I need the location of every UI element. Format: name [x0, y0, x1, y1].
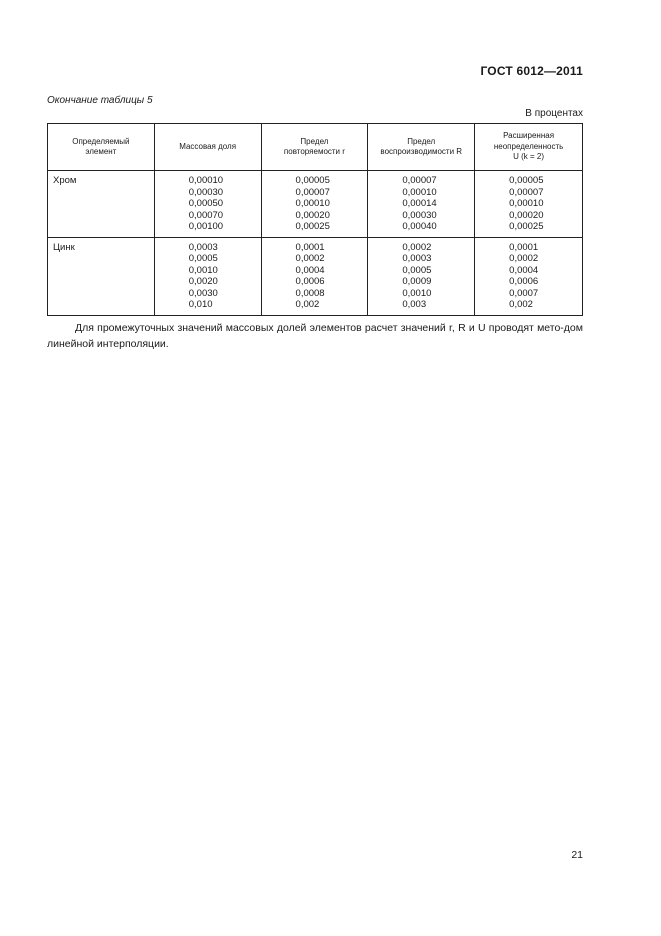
value: 0,00100	[188, 221, 224, 232]
value: 0,0001	[509, 241, 539, 253]
header-reproducibility	[368, 124, 475, 171]
value: 0,00025	[509, 221, 544, 232]
header-element-line: элемент	[85, 147, 117, 156]
value: 0,00010	[295, 198, 330, 209]
value: 0,00020	[295, 209, 330, 221]
element-name: Цинк	[53, 241, 75, 253]
table-row-chromium	[48, 171, 583, 238]
value: 0,00014	[402, 198, 437, 209]
value: 0,0005	[188, 253, 218, 264]
value: 0,0003	[402, 253, 432, 264]
value: 0,00010	[188, 175, 224, 186]
page-number: 21	[571, 849, 583, 861]
value: 0,00020	[509, 209, 544, 221]
value: 0,0006	[509, 276, 539, 287]
value: 0,0003	[188, 241, 218, 253]
value: 0,002	[509, 299, 533, 310]
uncertainty-cell	[475, 237, 583, 315]
header-uncertainty-line: Расширенная	[503, 131, 555, 141]
value: 0,0009	[402, 276, 432, 287]
table-units: В процентах	[525, 108, 583, 119]
value: 0,0002	[402, 241, 432, 253]
header-repeatability-line: Предел	[300, 136, 329, 146]
table-caption: Окончание таблицы 5	[47, 95, 153, 106]
interpolation-note: Для промежуточных значений массовых долей элементов расчет значений r, R и U проводят мето-дом линейной интерполяции.	[47, 322, 583, 350]
data-table	[47, 123, 583, 316]
value: 0,010	[188, 299, 213, 310]
value: 0,00030	[188, 186, 224, 198]
header-uncertainty-line: неопределенность	[493, 141, 564, 151]
value: 0,00007	[295, 186, 330, 198]
value: 0,00005	[509, 175, 544, 186]
value: 0,0002	[509, 253, 539, 264]
element-cell	[48, 237, 155, 315]
document-id: ГОСТ 6012—2011	[480, 64, 583, 78]
value: 0,0030	[188, 287, 218, 299]
mass-fraction-cell	[154, 237, 261, 315]
value: 0,00040	[402, 221, 437, 232]
value: 0,0010	[188, 264, 218, 276]
value: 0,003	[402, 299, 427, 310]
header-mass-fraction	[154, 124, 261, 171]
table-header-row	[48, 124, 583, 171]
value: 0,00007	[402, 175, 437, 186]
value: 0,0007	[509, 287, 539, 299]
value: 0,00025	[295, 221, 330, 232]
value: 0,00010	[509, 198, 544, 209]
value: 0,0005	[402, 264, 432, 276]
value: 0,002	[295, 299, 320, 310]
repeatability-cell	[261, 171, 368, 238]
value: 0,00030	[402, 209, 437, 221]
value: 0,0008	[295, 287, 325, 299]
mass-fraction-cell	[154, 171, 261, 238]
header-uncertainty-line: U (k = 2)	[513, 152, 545, 162]
header-element-line: Определяемый	[72, 136, 130, 146]
value: 0,0002	[295, 253, 325, 264]
header-mass-fraction-line: Массовая доля	[179, 141, 237, 151]
header-reproducibility-line: Предел	[407, 136, 436, 146]
value: 0,0010	[402, 287, 432, 299]
header-uncertainty	[475, 124, 583, 171]
value: 0,0006	[295, 276, 325, 287]
element-name: Хром	[53, 175, 77, 186]
reproducibility-cell	[368, 237, 475, 315]
element-cell	[48, 171, 155, 238]
repeatability-cell	[261, 237, 368, 315]
value: 0,0020	[188, 276, 218, 287]
value: 0,00007	[509, 186, 544, 198]
header-repeatability	[261, 124, 368, 171]
header-repeatability-line: повторяемости r	[283, 147, 345, 156]
value: 0,00050	[188, 198, 224, 209]
value: 0,0001	[295, 241, 325, 253]
value: 0,00070	[188, 209, 224, 221]
value: 0,00005	[295, 175, 330, 186]
value: 0,00010	[402, 186, 437, 198]
header-element	[48, 124, 155, 171]
table-row-zinc	[48, 237, 583, 315]
value: 0,0004	[295, 264, 325, 276]
header-reproducibility-line: воспроизводимости R	[380, 147, 463, 156]
reproducibility-cell	[368, 171, 475, 238]
value: 0,0004	[509, 264, 539, 276]
uncertainty-cell	[475, 171, 583, 238]
